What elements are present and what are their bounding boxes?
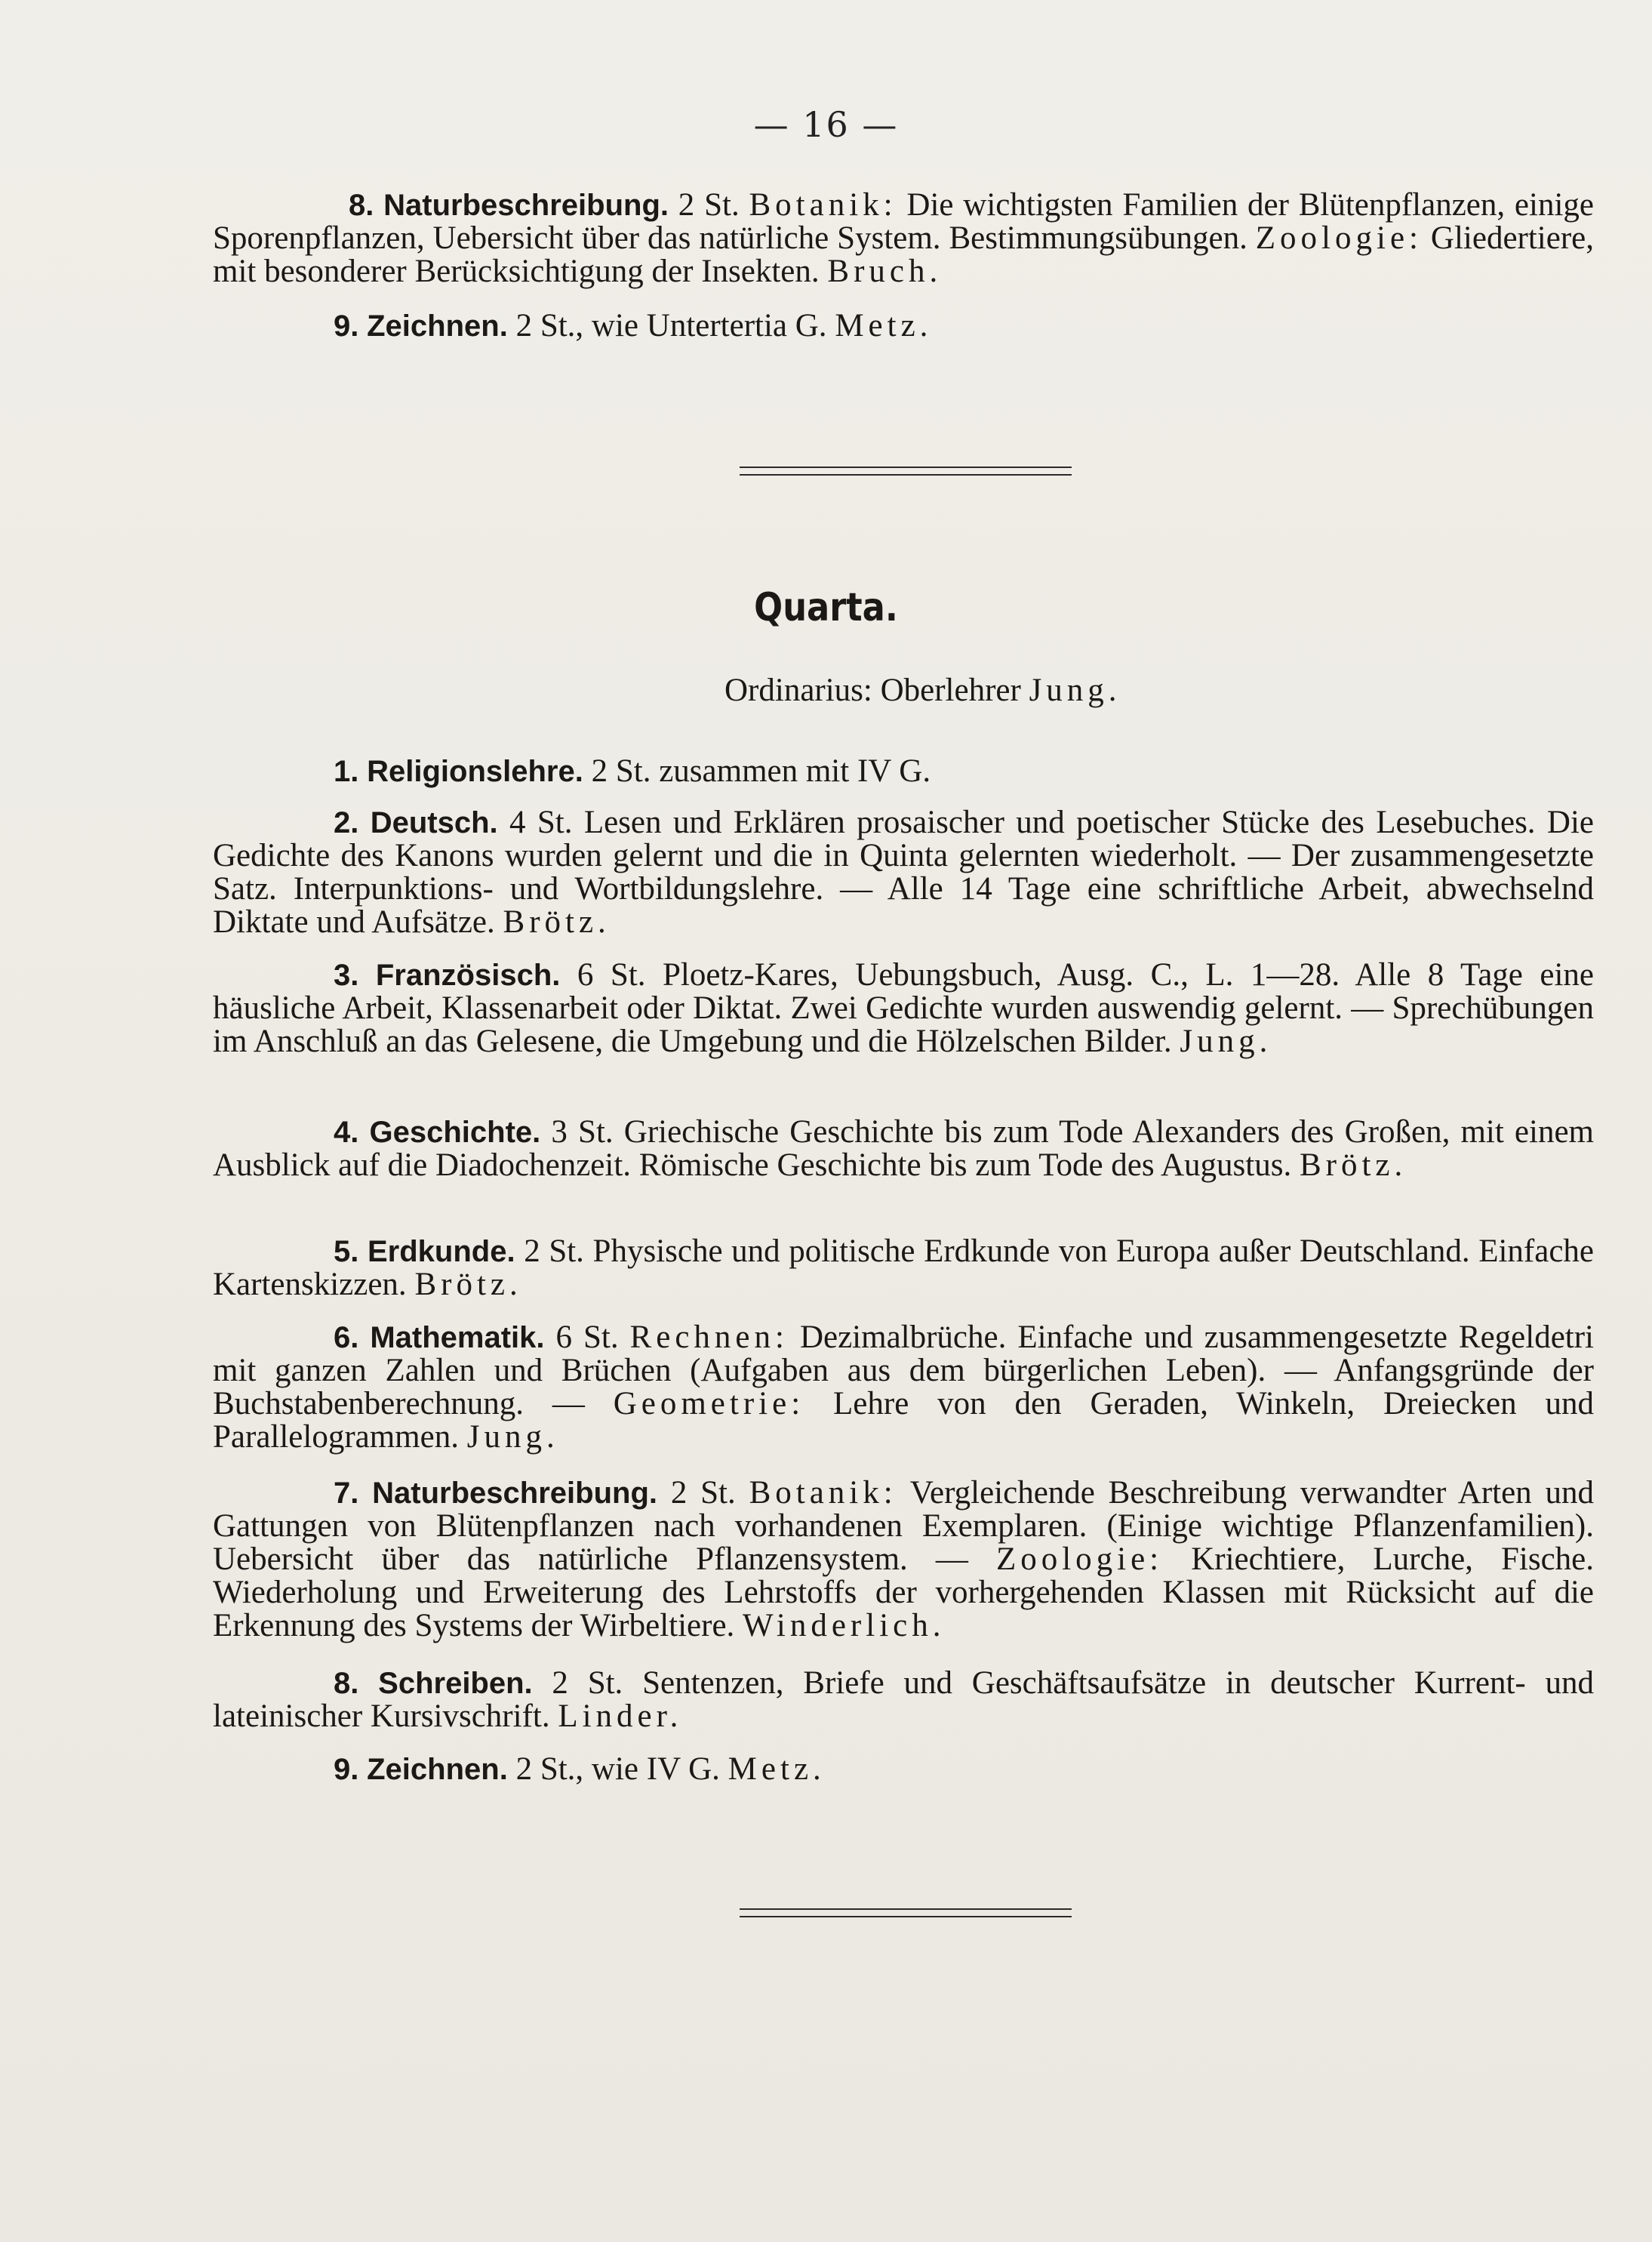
item-text: 6 St. xyxy=(544,1320,630,1355)
item-number: 4. xyxy=(334,1116,359,1149)
item-number: 9. xyxy=(334,310,359,343)
item-label-spaced: Botanik: xyxy=(749,1475,897,1511)
teacher-name: Brötz. xyxy=(503,904,611,940)
item-text: 3 St. Griechische Geschichte bis zum Tode Alexanders des Großen, mit einem Ausblick auf die Diadochenzeit. Römische Geschichte bis zum Tode des Augustus. xyxy=(213,1114,1594,1183)
item-text: 2 St. xyxy=(669,187,749,223)
item-number: 5. xyxy=(334,1235,359,1268)
item-text: 2 St., wie IV G. xyxy=(507,1751,728,1787)
subject-naturbeschreibung xyxy=(213,1477,1594,1643)
teacher-name: Linder. xyxy=(558,1698,683,1734)
subject-deutsch xyxy=(213,806,1594,939)
section-divider-bottom xyxy=(740,1908,1072,1917)
item-title: Naturbeschreibung. xyxy=(372,1477,658,1510)
item-label-spaced: Botanik: xyxy=(749,187,897,223)
item-title: Französisch. xyxy=(375,959,561,992)
section-zeichnen-upper xyxy=(213,310,1594,343)
item-title: Zeichnen. xyxy=(367,310,508,343)
item-text: 2 St. Physische und politische Erdkunde von Europa außer Deutschland. Einfache Kartenskizzen. xyxy=(213,1233,1594,1302)
subject-erdkunde xyxy=(213,1235,1594,1301)
teacher-name: Jung. xyxy=(1180,1024,1272,1059)
ordinarius-line xyxy=(724,672,1121,709)
class-heading: Quarta. xyxy=(754,585,898,630)
subject-zeichnen xyxy=(213,1753,1594,1786)
item-number: 8. xyxy=(349,189,374,222)
item-text: 2 St., wie Untertertia G. xyxy=(507,308,835,343)
item-label-spaced: Rechnen: xyxy=(629,1320,789,1355)
teacher-name: Brötz. xyxy=(414,1267,522,1302)
teacher-name: Metz. xyxy=(728,1751,826,1787)
item-text: 4 St. Lesen und Erklären prosaischer und poetischer Stücke des Lesebuches. Die Gedichte des Kanons wurden gelernt und die in Quinta gelernten wiederholt. — Der zusammengesetzte Satz. Interpunktions- und Wortbildungslehre. — Alle 14 Tage eine schriftliche Arbeit, abwechselnd Diktate und Aufsätze. xyxy=(213,805,1594,940)
item-number: 6. xyxy=(334,1321,359,1354)
item-text: Die wichtigsten Familien der Blütenpflanzen, einige Sporenpflanzen, Uebersicht über das natürliche System. Bestimmungsübungen. xyxy=(213,187,1594,256)
item-number: 3. xyxy=(334,959,359,992)
item-text: Dezimalbrüche. Einfache und zusammengesetzte Regeldetri mit ganzen Zahlen und Brüchen (Aufgaben aus dem bürgerlichen Leben). — Anfangsgründe der Buchstabenberechnung. — xyxy=(213,1320,1594,1421)
item-title: Geschichte. xyxy=(369,1116,541,1149)
teacher-name: Bruch. xyxy=(827,254,943,289)
item-title: Erdkunde. xyxy=(367,1235,515,1268)
subject-franzoesisch xyxy=(213,959,1594,1058)
item-title: Mathematik. xyxy=(370,1321,545,1354)
teacher-name: Brötz. xyxy=(1299,1147,1407,1183)
section-divider-top xyxy=(740,467,1072,476)
item-label-spaced: Zoologie: xyxy=(995,1541,1164,1577)
teacher-name: Winderlich. xyxy=(743,1608,946,1643)
item-number: 7. xyxy=(334,1477,359,1510)
item-number: 8. xyxy=(334,1667,359,1700)
item-title: Deutsch. xyxy=(370,806,498,839)
ordinarius-label: Ordinarius: Oberlehrer xyxy=(724,673,1029,708)
item-title: Religionslehre. xyxy=(367,755,583,788)
item-text: 2 St. xyxy=(657,1475,749,1511)
item-number: 1. xyxy=(334,755,359,788)
item-text: 6 St. Ploetz-Kares, Uebungsbuch, Ausg. C., L. 1—28. Alle 8 Tage eine häusliche Arbeit, Klassenarbeit oder Diktat. Zwei Gedichte wurden auswendig gelernt. — Sprechübungen im Anschluß an das Gelesene, die Umgebung und die Hölzelschen Bilder. xyxy=(213,957,1594,1059)
item-text: Kriechtiere, Lurche, Fische. Wiederholung und Erweiterung des Lehrstoffs der vorhergehenden Klassen mit Rücksicht auf die Erkennung des Systems der Wirbeltiere. xyxy=(213,1541,1594,1643)
subject-schreiben xyxy=(213,1667,1594,1733)
item-text: 2 St. zusammen mit IV G. xyxy=(583,753,931,789)
item-title: Schreiben. xyxy=(378,1667,533,1700)
item-label-spaced: Zoologie: xyxy=(1255,220,1423,256)
item-number: 2. xyxy=(334,806,359,839)
section-naturbeschreibung-upper xyxy=(213,189,1594,288)
teacher-name: Metz. xyxy=(835,308,933,343)
teacher-name: Jung. xyxy=(466,1419,559,1455)
subject-geschichte xyxy=(213,1116,1594,1182)
subject-religionslehre xyxy=(213,755,1594,788)
item-text: Lehre von den Geraden, Winkeln, Dreiecken und Parallelogrammen. xyxy=(213,1386,1594,1455)
item-text: Gliedertiere, mit besonderer Berücksichtigung der Insekten. xyxy=(213,220,1594,289)
ordinarius-name: Jung. xyxy=(1029,673,1121,708)
page-number: — 16 — xyxy=(753,104,899,145)
item-title: Zeichnen. xyxy=(367,1753,508,1786)
item-number: 9. xyxy=(334,1753,359,1786)
subject-mathematik xyxy=(213,1321,1594,1454)
item-text: 2 St. Sentenzen, Briefe und Geschäftsaufsätze in deutscher Kurrent- und lateinischer Kursivschrift. xyxy=(213,1665,1595,1734)
item-text: Vergleichende Beschreibung verwandter Arten und Gattungen von Blütenpflanzen nach vorhandenen Exemplaren. (Einige wichtige Pflanzenfamilien). Uebersicht über das natürliche Pflanzensystem. — xyxy=(213,1475,1594,1577)
item-title: Naturbeschreibung. xyxy=(383,189,669,222)
item-label-spaced: Geometrie: xyxy=(613,1386,805,1421)
